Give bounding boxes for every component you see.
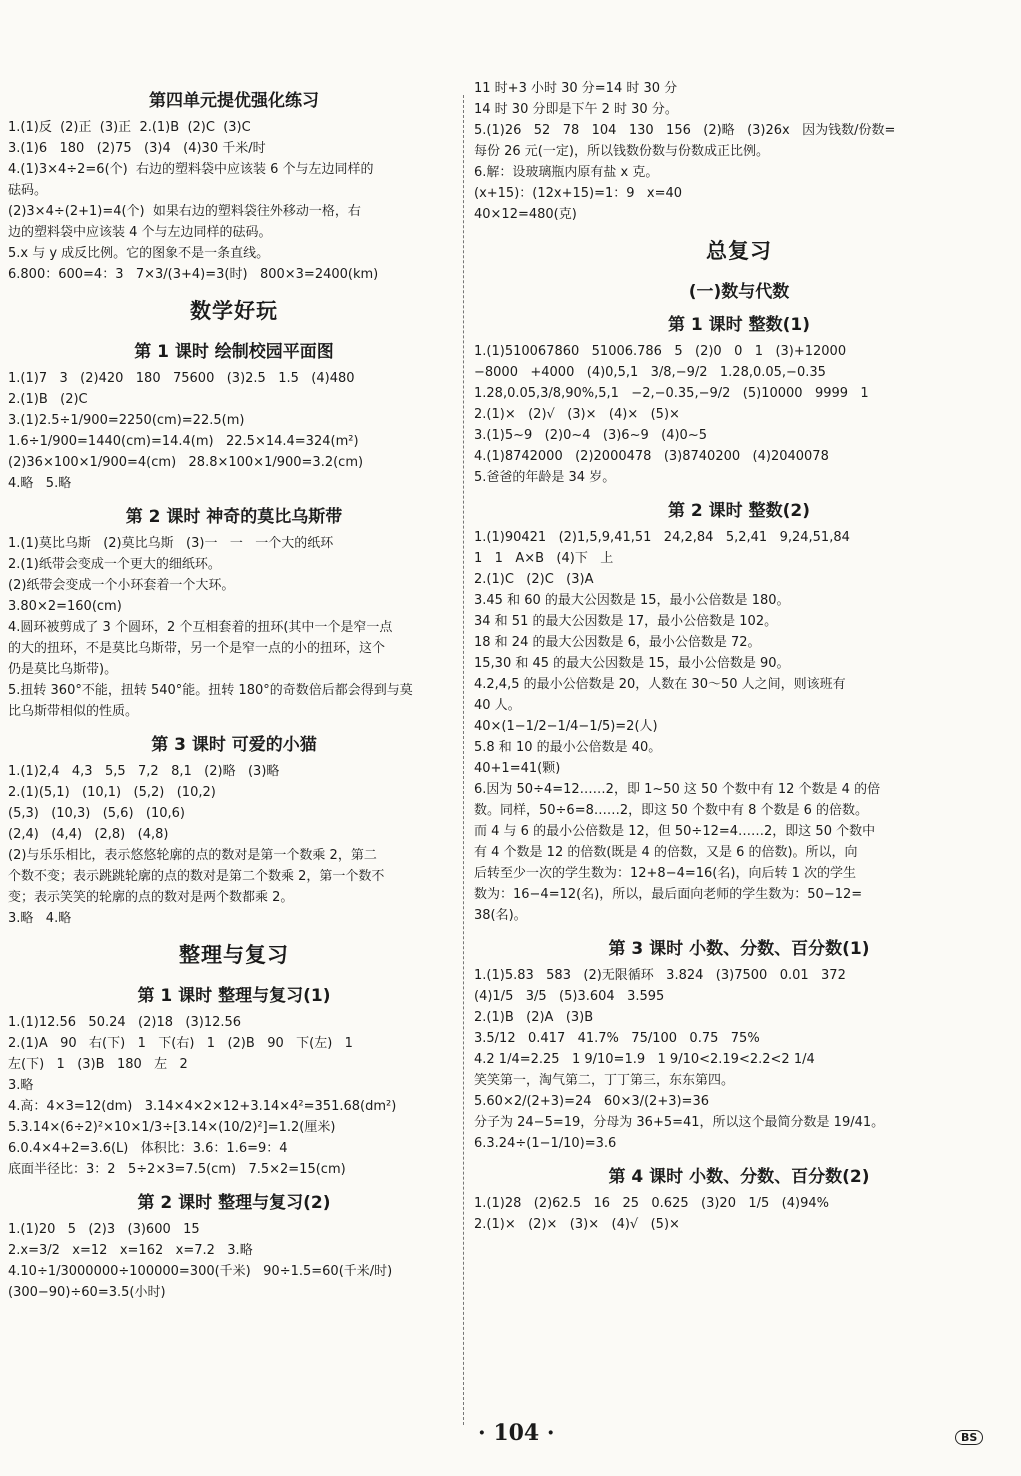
answer-line: 4.略 5.略 [8,476,72,491]
answer-line: 6.0.4×4+2=3.6(L) 体积比：3.6：1.6=9：4 [8,1141,288,1156]
answer-line: 底面半径比：3：2 5÷2×3=7.5(cm) 7.5×2=15(cm) [8,1162,346,1177]
answer-line: (2,4) (4,4) (2,8) (4,8) [8,827,169,842]
section-heading: 第 4 课时 小数、分数、百分数(2) [608,1167,870,1187]
answer-line: 5.3.14×(6÷2)²×10×1/3÷[3.14×(10/2)²]=1.2(厘米) [8,1120,336,1135]
answer-line: 2.(1)(5,1) (10,1) (5,2) (10,2) [8,785,216,800]
answer-line: 3.略 4.略 [8,911,72,926]
answer-line: 1.28,0.05,3/8,90%,5,1 −2,−0.35,−9/2 (5)10000 9999 1 [474,386,869,401]
answer-line: 的大的扭环，不是莫比乌斯带，另一个是窄一点的小的扭环，这个 [8,641,386,656]
answer-line: 3.略 [8,1078,34,1093]
section-heading: 第 3 课时 可爱的小猫 [151,735,317,755]
answer-line: (5,3) (10,3) (5,6) (10,6) [8,806,186,821]
section-heading: 总复习 [706,239,772,263]
answer-line: 1.6÷1/900=1440(cm)=14.4(m) 22.5×14.4=324(m²) [8,434,359,449]
answer-line: (x+15)：(12x+15)=1：9 x=40 [474,186,683,201]
column-divider [463,95,464,1425]
answer-line: 4.10÷1/3000000÷100000=300(千米) 90÷1.5=60(千米/时) [8,1264,393,1279]
answer-line: 2.(1)B (2)C [8,392,88,407]
section-heading: 第 1 课时 整理与复习(1) [137,986,331,1006]
answer-line: (2)纸带会变成一个小环套着一个大环。 [8,578,235,593]
section-heading: 第 3 课时 小数、分数、百分数(1) [608,939,870,959]
answer-line: 5.8 和 10 的最小公倍数是 40。 [474,740,662,755]
answer-line: 仍是莫比乌斯带)。 [8,662,118,677]
answer-line: 2.(1)× (2)√ (3)× (4)× (5)× [474,407,680,422]
answer-line: 3.(1)6 180 (2)75 (3)4 (4)30 千米/时 [8,141,266,156]
answer-line: 3.(1)2.5÷1/900=2250(cm)=22.5(m) [8,413,245,428]
answer-line: 1.(1)90421 (2)1,5,9,41,51 24,2,84 5,2,41 9,24,51,84 [474,530,850,545]
answer-line: 笑笑第一，淘气第二，丁丁第三，东东第四。 [474,1073,735,1088]
answer-line: (2)3×4÷(2+1)=4(个) 如果右边的塑料袋往外移动一格，右 [8,204,361,219]
answer-line: 40+1=41(颗) [474,761,561,776]
answer-line: 2.(1)A 90 右(下) 1 下(右) 1 (2)B 90 下(左) 1 [8,1036,353,1051]
answer-line: 6.解：设玻璃瓶内原有盐 x 克。 [474,165,659,180]
answer-line: 1.(1)510067860 51006.786 5 (2)0 0 1 (3)+12000 [474,344,847,359]
answer-line: 6.因为 50÷4=12……2，即 1~50 这 50 个数中有 12 个数是 4 的倍 [474,782,881,797]
section-heading: 第 2 课时 神奇的莫比乌斯带 [125,507,343,527]
answer-line: 40×12=480(克) [474,207,577,222]
left-column [8,78,460,1303]
answer-line: 6.3.24÷(1−1/10)=3.6 [474,1136,617,1151]
edition-badge: BS [955,1430,983,1445]
section-heading: 数学好玩 [190,299,278,323]
answer-line: 4.(1)8742000 (2)2000478 (3)8740200 (4)2040078 [474,449,829,464]
answer-line: 变；表示笑笑的轮廓的点的数对是两个数都乘 2。 [8,890,294,905]
answer-line: (2)36×100×1/900=4(cm) 28.8×100×1/900=3.2(cm) [8,455,364,470]
answer-line: 1.(1)20 5 (2)3 (3)600 15 [8,1222,200,1237]
answer-line: 18 和 24 的最大公因数是 6，最小公倍数是 72。 [474,635,761,650]
answer-line: 6.800：600=4：3 7×3/(3+4)=3(时) 800×3=2400(km) [8,267,379,282]
answer-line: 个数不变；表示跳跳轮廓的点的数对是第二个数乘 2，第一个数不 [8,869,385,884]
section-heading: 整理与复习 [179,943,289,967]
answer-line: −8000 +4000 (4)0,5,1 3/8,−9/2 1.28,0.05,−0.35 [474,365,826,380]
answer-line: 砝码。 [8,183,48,198]
answer-line: 5.x 与 y 成反比例。它的图象不是一条直线。 [8,246,270,261]
answer-line: 5.60×2/(2+3)=24 60×3/(2+3)=36 [474,1094,709,1109]
section-heading: (一)数与代数 [688,282,790,302]
answer-line: 而 4 与 6 的最小公倍数是 12，但 50÷12=4……2，即这 50 个数中 [474,824,876,839]
answer-line: 2.x=3/2 x=12 x=162 x=7.2 3.略 [8,1243,253,1258]
answer-line: 5.爸爸的年龄是 34 岁。 [474,470,616,485]
answer-line: 15,30 和 45 的最大公因数是 15，最小公倍数是 90。 [474,656,790,671]
answer-line: 1.(1)7 3 (2)420 180 75600 (3)2.5 1.5 (4)480 [8,371,355,386]
answer-line: 有 4 个数是 12 的倍数(既是 4 的倍数，又是 6 的倍数)。所以，向 [474,845,858,860]
section-heading: 第 2 课时 整数(2) [668,501,810,521]
answer-line: 5.(1)26 52 78 104 130 156 (2)略 (3)26x 因为钱数/份数= [474,123,896,138]
answer-line: 数为：16−4=12(名)，所以，最后面向老师的学生数为：50−12= [474,887,863,902]
answer-line: 1.(1)5.83 583 (2)无限循环 3.824 (3)7500 0.01 372 [474,968,846,983]
answer-line: 2.(1)B (2)A (3)B [474,1010,594,1025]
answer-line: (4)1/5 3/5 (5)3.604 3.595 [474,989,665,1004]
answer-line: 比乌斯带相似的性质。 [8,704,139,719]
answer-line: 2.(1)纸带会变成一个更大的细纸环。 [8,557,221,572]
answer-line: 3.45 和 60 的最大公因数是 15，最小公倍数是 180。 [474,593,790,608]
answer-line: 1 1 A×B (4)下 上 [474,551,614,566]
answer-line: 40×(1−1/2−1/4−1/5)=2(人) [474,719,658,734]
answer-line: 后转至少一次的学生数为：12+8−4=16(名)，向后转 1 次的学生 [474,866,856,881]
page-number: · 104 · [478,1420,555,1446]
answer-line: 34 和 51 的最大公因数是 17，最小公倍数是 102。 [474,614,778,629]
answer-line: 左(下) 1 (3)B 180 左 2 [8,1057,188,1072]
section-heading: 第 1 课时 绘制校园平面图 [134,342,334,362]
section-heading: 第 2 课时 整理与复习(2) [137,1193,331,1213]
answer-line: 40 人。 [474,698,521,713]
answer-line: 4.圆环被剪成了 3 个圆环，2 个互相套着的扭环(其中一个是窄一点 [8,620,393,635]
right-column [474,78,1004,1235]
answer-line: 每份 26 元(一定)，所以钱数份数与份数成正比例。 [474,144,769,159]
answer-line: 分子为 24−5=19，分母为 36+5=41，所以这个最简分数是 19/41。 [474,1115,885,1130]
section-heading: 第 1 课时 整数(1) [668,315,810,335]
answer-line: 3.80×2=160(cm) [8,599,122,614]
answer-line: 1.(1)28 (2)62.5 16 25 0.625 (3)20 1/5 (4)94% [474,1196,829,1211]
section-heading: 第四单元提优强化练习 [149,91,319,111]
answer-line: 4.2,4,5 的最小公倍数是 20，人数在 30～50 人之间，则该班有 [474,677,846,692]
answer-line: (2)与乐乐相比，表示悠悠轮廓的点的数对是第一个数乘 2，第二 [8,848,377,863]
answer-line: 2.(1)C (2)C (3)A [474,572,594,587]
answer-line: 3.(1)5~9 (2)0~4 (3)6~9 (4)0~5 [474,428,707,443]
answer-line: 4.(1)3×4÷2=6(个) 右边的塑料袋中应该装 6 个与左边同样的 [8,162,374,177]
answer-line: 14 时 30 分即是下午 2 时 30 分。 [474,102,678,117]
answer-line: 1.(1)12.56 50.24 (2)18 (3)12.56 [8,1015,242,1030]
answer-line: 边的塑料袋中应该装 4 个与左边同样的砝码。 [8,225,272,240]
answer-line: 38(名)。 [474,908,527,923]
answer-line: 5.扭转 360°不能，扭转 540°能。扭转 180°的奇数倍后都会得到与莫 [8,683,413,698]
answer-line: 4.2 1/4=2.25 1 9/10=1.9 1 9/10<2.19<2.2<2 1/4 [474,1052,815,1067]
answer-line: 数。同样，50÷6=8……2，即这 50 个数中有 8 个数是 6 的倍数。 [474,803,869,818]
answer-line: 1.(1)2,4 4,3 5,5 7,2 8,1 (2)略 (3)略 [8,764,280,779]
answer-line: 1.(1)反 (2)正 (3)正 2.(1)B (2)C (3)C [8,120,251,135]
answer-line: (300−90)÷60=3.5(小时) [8,1285,166,1300]
answer-line: 11 时+3 小时 30 分=14 时 30 分 [474,81,678,96]
answer-line: 3.5/12 0.417 41.7% 75/100 0.75 75% [474,1031,760,1046]
answer-line: 1.(1)莫比乌斯 (2)莫比乌斯 (3)一 一 一个大的纸环 [8,536,334,551]
answer-line: 2.(1)× (2)× (3)× (4)√ (5)× [474,1217,680,1232]
answer-line: 4.高：4×3=12(dm) 3.14×4×2×12+3.14×4²=351.68(dm²) [8,1099,397,1114]
